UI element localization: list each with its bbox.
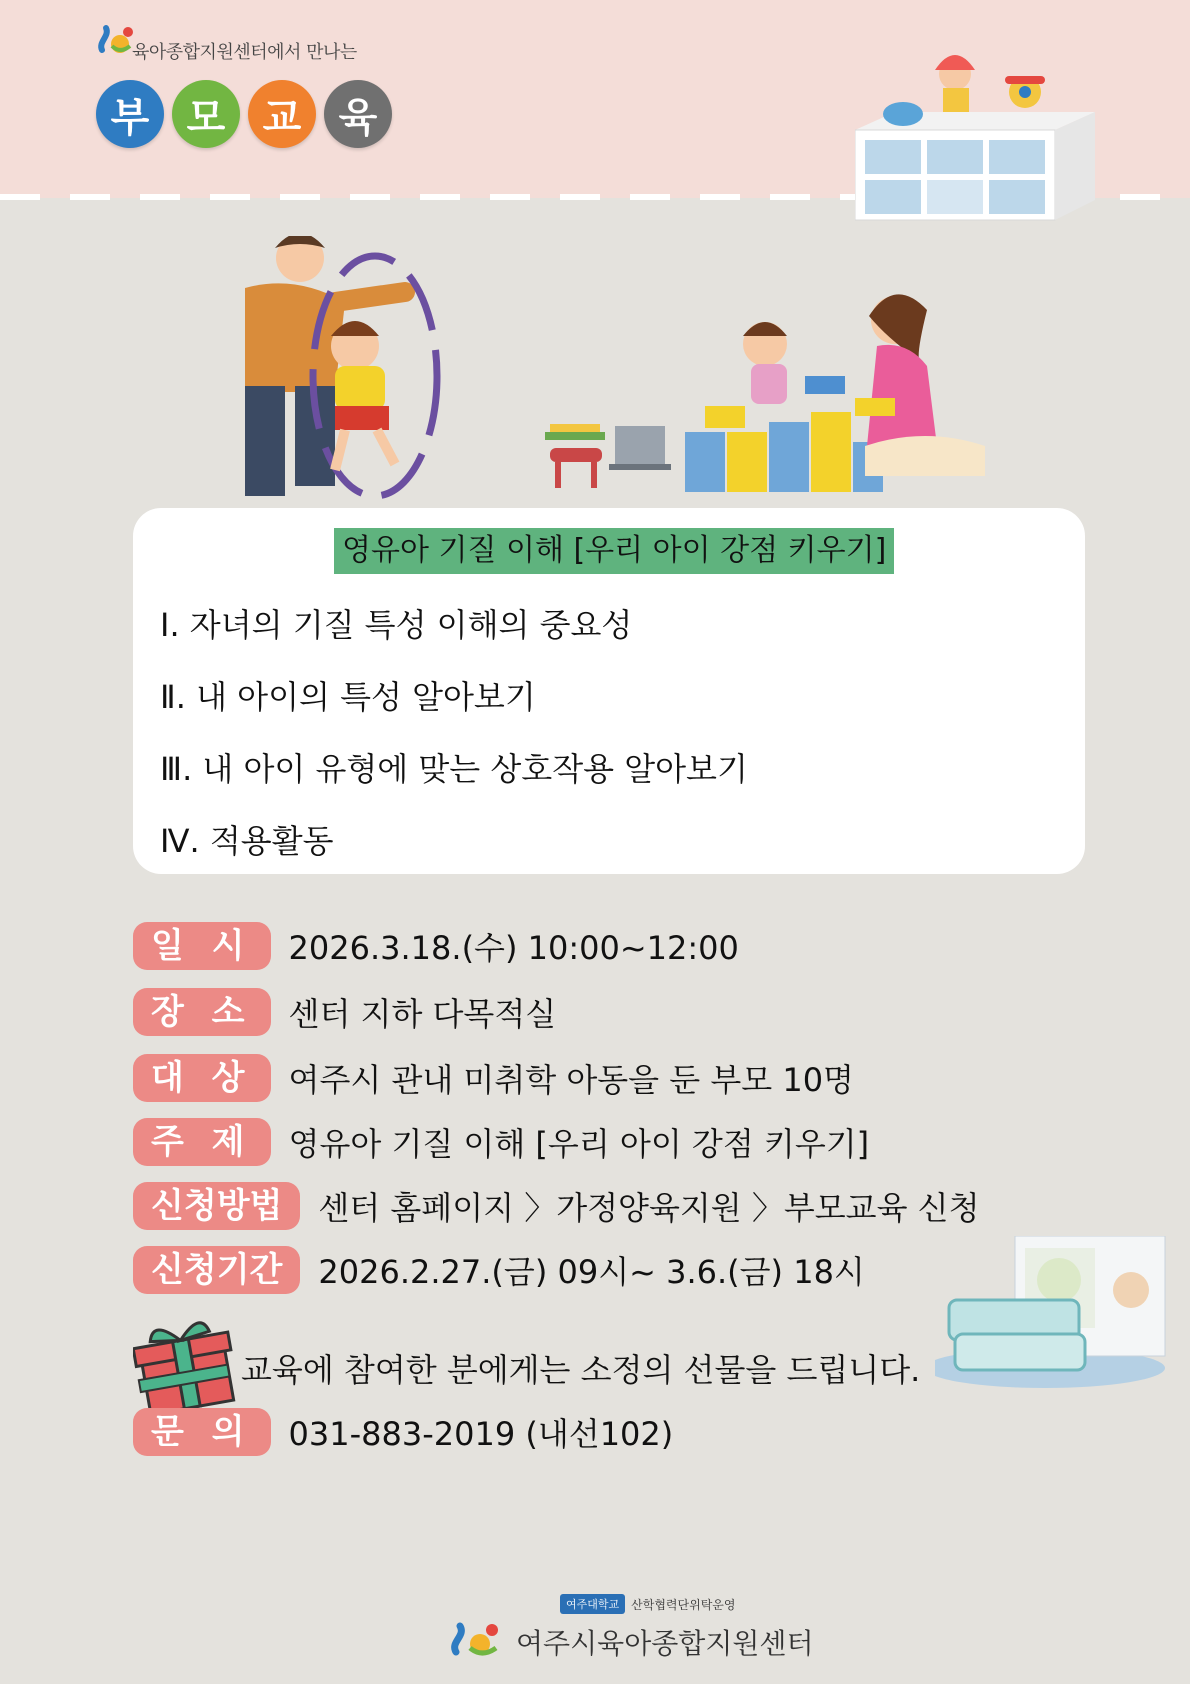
title-badges <box>96 80 392 148</box>
place-label: 장 소 <box>133 988 271 1036</box>
footer-college <box>560 1594 735 1614</box>
center-logo-icon <box>448 1620 508 1664</box>
center-name: 여주시육아종합지원센터 <box>516 1627 814 1660</box>
topic-label: 주 제 <box>133 1118 271 1166</box>
place-value: 센터 지하 다목적실 <box>288 995 557 1033</box>
inquiry-label: 문 의 <box>133 1408 271 1456</box>
food-container-gift-illustration <box>935 1236 1185 1400</box>
info-row-datetime <box>133 922 739 970</box>
gift-box-icon <box>133 1318 237 1418</box>
method-value: 센터 홈페이지 〉가정양육지원 〉부모교육 신청 <box>318 1189 980 1227</box>
target-value: 여주시 관내 미취학 아동을 둔 부모 10명 <box>288 1061 854 1099</box>
topic-value: 영유아 기질 이해 [우리 아이 강점 키우기] <box>288 1125 870 1163</box>
program-item: Ⅲ. 내 아이 유형에 맞는 상호작용 알아보기 <box>160 750 748 788</box>
program-title: 영유아 기질 이해 [우리 아이 강점 키우기] <box>334 528 894 574</box>
title-badge: 모 <box>172 80 240 148</box>
college-logo-icon: 여주대학교 <box>560 1594 625 1614</box>
brand-subtitle: 육아종합지원센터에서 만나는 <box>132 42 357 63</box>
inquiry-value: 031-883-2019 (내선102) <box>288 1415 674 1453</box>
center-logo-icon <box>96 22 136 62</box>
gift-notice-row <box>133 1318 920 1418</box>
toy-shelf-illustration <box>855 40 1095 234</box>
period-value: 2026.2.27.(금) 09시~ 3.6.(금) 18시 <box>318 1253 865 1291</box>
family-play-illustration <box>205 236 1035 530</box>
period-label: 신청기간 <box>133 1246 300 1294</box>
info-row-period <box>133 1246 865 1294</box>
target-label: 대 상 <box>133 1054 271 1102</box>
program-item: Ⅳ. 적용활동 <box>160 822 334 860</box>
title-badge: 부 <box>96 80 164 148</box>
title-badge: 육 <box>324 80 392 148</box>
info-row-method <box>133 1182 980 1230</box>
datetime-value: 2026.3.18.(수) 10:00~12:00 <box>288 929 739 967</box>
program-item: Ⅱ. 내 아이의 특성 알아보기 <box>160 678 536 716</box>
info-row-topic <box>133 1118 869 1166</box>
college-note: 산학협력단위탁운영 <box>631 1597 736 1612</box>
gift-notice-text: 교육에 참여한 분에게는 소정의 선물을 드립니다. <box>241 1351 921 1389</box>
datetime-label: 일 시 <box>133 922 271 970</box>
program-item: Ⅰ. 자녀의 기질 특성 이해의 중요성 <box>160 606 633 644</box>
info-row-target <box>133 1054 854 1102</box>
info-row-inquiry <box>133 1408 673 1456</box>
title-badge: 교 <box>248 80 316 148</box>
method-label: 신청방법 <box>133 1182 300 1230</box>
footer-center <box>448 1620 814 1664</box>
info-row-place <box>133 988 556 1036</box>
